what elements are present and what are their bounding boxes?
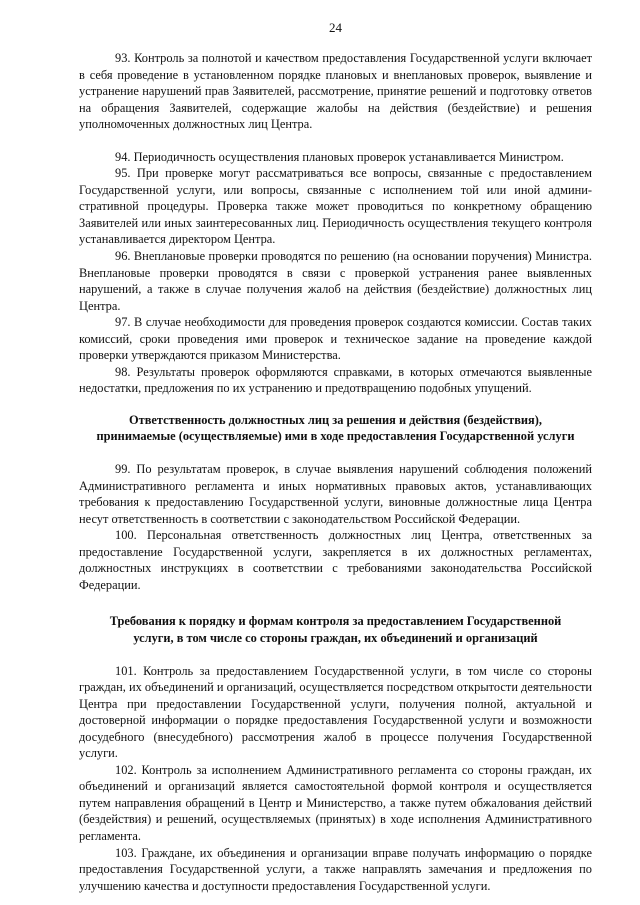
paragraph-99: 99. По результатам проверок, в случае выявления нарушений соблюдения положений Административного регламента и иных нормативных правовых актов, устанавливающих требования к предоставлению Государственной услуги, виновные должностные лица Центра несут ответственность в соответствии с законодательством Российской Федерации. [79, 462, 592, 526]
paragraph-96: 96. Внеплановые проверки проводятся по решению (на основании поручения) Министра. Внеплановые проверки проводятся в связи с проверкой устранения ранее выявленных нарушений, а также в случае получения жалоб на действия (бездействие) должностных лиц Центра. [79, 249, 592, 313]
heading-line: Требования к порядку и формам контроля за предоставлением Государственной [109, 614, 562, 629]
document-body [79, 50, 592, 894]
heading-line: принимаемые (осуществляемые) ими в ходе предоставления Государственной услуги [96, 429, 575, 444]
section-heading-responsibility [79, 412, 592, 445]
paragraph-100: 100. Персональная ответственность должностных лиц Центра, ответственных за предоставление Государственной услуги, закрепляется в их должностных регламентах, должностных инструкциях в соответствии с требованиями законодательства Российской Федерации. [79, 528, 592, 592]
section-heading-control-requirements [79, 613, 592, 646]
heading-line: услуги, в том числе со стороны граждан, их объединений и организаций [133, 630, 538, 645]
paragraph-94: 94. Периодичность осуществления плановых проверок устанавливается Министром. [115, 149, 564, 164]
paragraph-98: 98. Результаты проверок оформляются справками, в которых отмечаются выявленные недостатки, предложения по их устранению и предотвращению подобных упущений. [79, 364, 592, 396]
paragraph-101: 101. Контроль за предоставлением Государственной услуги, в том числе со стороны граждан, их объединений и организаций, осуществляется посредством открытости деятельности Центра при предоставлении Государственной услуги, получения полной, актуальной и достоверной информации о порядке предоставления Государственной услуги и возможности досудебного (внесудебного) рассмотрения жалоб в процессе получения Государственной услуги. [79, 663, 592, 761]
paragraph-97: 97. В случае необходимости для проведения проверок создаются комиссии. Состав таких комиссий, сроки проведения ими проверок и техническое задание на проведение каждой проверки утверждаются приказом Министерства. [79, 315, 592, 363]
paragraph-102: 102. Контроль за исполнением Административного регламента со стороны граждан, их объединений и организаций является самостоятельной формой контроля и осуществляется путем направления обращений в Центр и Министерство, а также путем обжалования действий (бездействия) и решений, осуществляемых (принятых) в ходе исполнения Административного регламента. [79, 762, 592, 843]
paragraph-95: 95. При проверке могут рассматриваться все вопросы, связанные с предоставлением Государственной услуги, или вопросы, связанные с исполнением той или иной административной процедуры. Проверка также может проводиться по конкретному обращению Заявителей или иных заинтересованных лиц. Периодичность осуществления текущего контроля устанавливается директором Центра. [79, 166, 592, 247]
paragraph-103: 103. Граждане, их объединения и организации вправе получать информацию о порядке предоставления Государственной услуги, а также направлять замечания и предложения по улучшению качества и доступности предоставления Государственной услуги. [79, 845, 592, 893]
heading-line: Ответственность должностных лиц за решения и действия (бездействия), [129, 412, 542, 427]
page-number: 24 [329, 20, 342, 35]
paragraph-93: 93. Контроль за полнотой и качеством предоставления Государственной услуги включает в себя проведение в установленном порядке плановых и внеплановых проверок, выявление и устранение нарушений прав Заявителей, рассмотрение, принятие решений и подготовку ответов на обращения Заявителей, содержащие жалобы на действия (бездействие) и решения уполномоченных должностных лиц Центра. [79, 51, 592, 132]
